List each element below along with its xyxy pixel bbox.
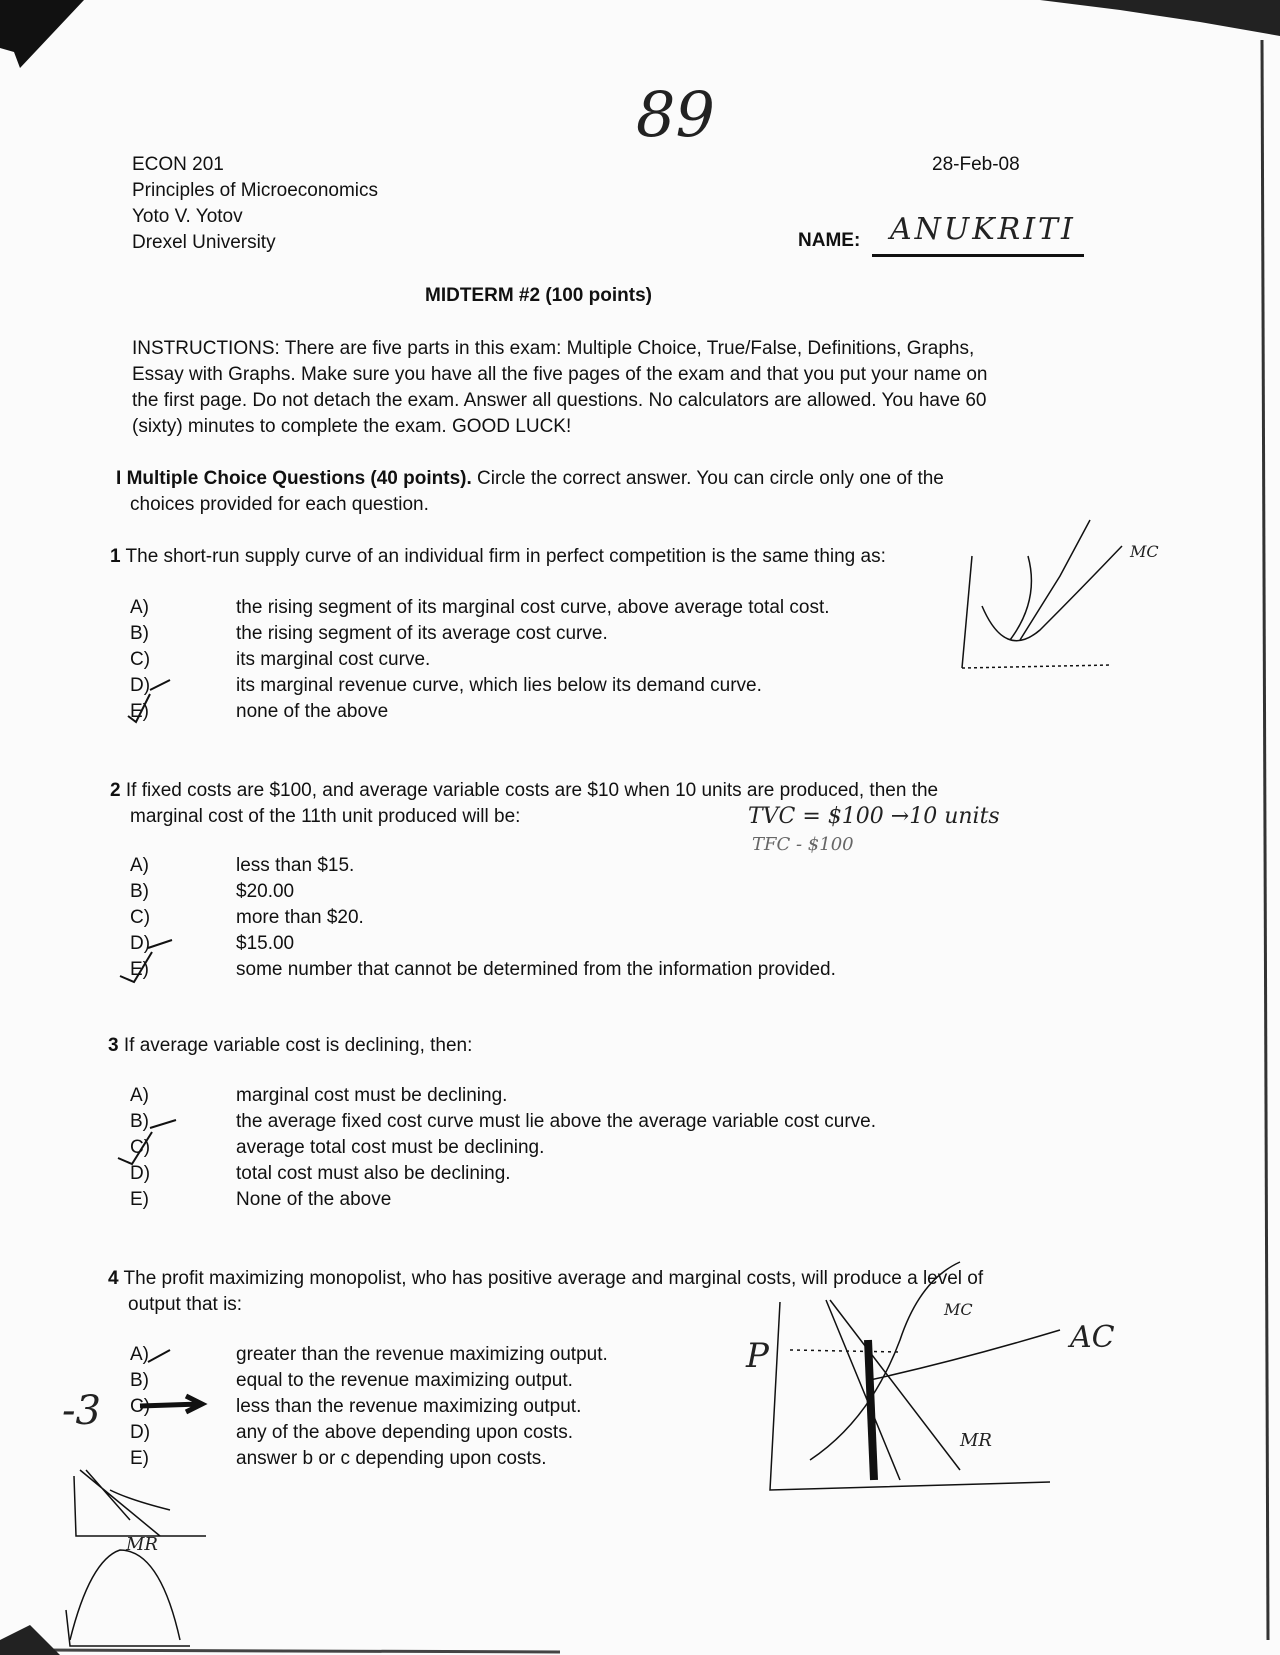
option-text: average total cost must be declining. bbox=[236, 1137, 545, 1158]
option-letter[interactable]: C) bbox=[130, 907, 151, 928]
question-text-line2: marginal cost of the 11th unit produced will be: bbox=[130, 806, 521, 827]
question-number: 2 bbox=[110, 780, 121, 801]
option-text: equal to the revenue maximizing output. bbox=[236, 1370, 573, 1391]
graph1-mc-label: MC bbox=[1130, 542, 1159, 561]
option-letter[interactable]: C) bbox=[130, 649, 151, 670]
option-letter[interactable]: C) bbox=[130, 1396, 151, 1417]
option-text: less than $15. bbox=[236, 855, 355, 876]
handwritten-tvc-note: TVC = $100 →10 units bbox=[748, 804, 1000, 829]
option-letter[interactable]: C) bbox=[130, 1137, 151, 1158]
course-title: Principles of Microeconomics bbox=[132, 180, 379, 201]
q1-cost-graph bbox=[962, 520, 1122, 668]
option-letter[interactable]: B) bbox=[130, 881, 149, 902]
option-text: the average fixed cost curve must lie above the average variable cost curve. bbox=[236, 1111, 877, 1132]
option-letter[interactable]: E) bbox=[130, 1189, 149, 1210]
university-name: Drexel University bbox=[132, 232, 276, 253]
option-text: total cost must also be declining. bbox=[236, 1163, 511, 1184]
q4-monopoly-graph bbox=[770, 1262, 1060, 1490]
option-letter[interactable]: A) bbox=[130, 597, 149, 618]
arrow-icon bbox=[140, 1396, 202, 1412]
option-text: more than $20. bbox=[236, 907, 364, 928]
check-mark-icon bbox=[118, 1120, 176, 1164]
graph2-p-label: P bbox=[746, 1336, 769, 1376]
option-letter[interactable]: A) bbox=[130, 1085, 149, 1106]
question-number: 1 bbox=[110, 546, 121, 567]
option-text: some number that cannot be determined from the information provided. bbox=[236, 959, 836, 980]
option-letter[interactable]: E) bbox=[130, 1448, 149, 1469]
option-letter[interactable]: B) bbox=[130, 1111, 149, 1132]
instructions-line: (sixty) minutes to complete the exam. GOOD LUCK! bbox=[132, 416, 572, 437]
question-text: The profit maximizing monopolist, who has positive average and marginal costs, will produce a level of bbox=[123, 1268, 984, 1289]
option-letter[interactable]: B) bbox=[130, 623, 149, 644]
option-letter[interactable]: E) bbox=[130, 701, 149, 722]
revenue-sketch-graph bbox=[66, 1470, 206, 1646]
question-text: If average variable cost is declining, then: bbox=[123, 1035, 473, 1056]
section-title: Multiple Choice Questions (40 points). bbox=[126, 468, 472, 489]
section-text-line2: choices provided for each question. bbox=[130, 494, 429, 515]
option-text: $20.00 bbox=[236, 881, 295, 902]
option-text: none of the above bbox=[236, 701, 389, 722]
option-letter[interactable]: E) bbox=[130, 959, 149, 980]
option-text: any of the above depending upon costs. bbox=[236, 1422, 573, 1443]
option-text: greater than the revenue maximizing output. bbox=[236, 1344, 608, 1365]
check-mark-icon bbox=[128, 680, 170, 722]
option-text: the rising segment of its average cost curve. bbox=[236, 623, 608, 644]
option-text: the rising segment of its marginal cost curve, above average total cost. bbox=[236, 597, 830, 618]
instructor-name: Yoto V. Yotov bbox=[132, 206, 243, 227]
check-mark-icon bbox=[120, 940, 172, 982]
graph2-mc-label: MC bbox=[944, 1300, 973, 1319]
option-letter[interactable]: B) bbox=[130, 1370, 149, 1391]
option-letter[interactable]: A) bbox=[130, 855, 149, 876]
option-letter[interactable]: D) bbox=[130, 675, 151, 696]
option-text: its marginal revenue curve, which lies below its demand curve. bbox=[236, 675, 762, 696]
option-letter[interactable]: D) bbox=[130, 1163, 151, 1184]
name-label: NAME: bbox=[798, 230, 861, 251]
check-mark-icon bbox=[148, 1350, 170, 1362]
score-mark: 89 bbox=[636, 78, 715, 151]
question-number: 4 bbox=[108, 1268, 119, 1289]
question-text: If fixed costs are $100, and average variable costs are $10 when 10 units are produced, then the bbox=[125, 780, 939, 801]
instructions-line: Essay with Graphs. Make sure you have all the five pages of the exam and that you put your name on bbox=[132, 364, 988, 385]
handwritten-tfc-note: TFC - $100 bbox=[752, 834, 854, 855]
question-number: 3 bbox=[108, 1035, 119, 1056]
option-text: $15.00 bbox=[236, 933, 295, 954]
option-text: None of the above bbox=[236, 1189, 392, 1210]
instructions-line: INSTRUCTIONS: There are five parts in this exam: Multiple Choice, True/False, Definitions, Graphs, bbox=[132, 338, 975, 359]
graph3-mr-label: MR bbox=[126, 1534, 158, 1555]
option-text: answer b or c depending upon costs. bbox=[236, 1448, 547, 1469]
option-letter[interactable]: D) bbox=[130, 933, 151, 954]
option-text: marginal cost must be declining. bbox=[236, 1085, 508, 1106]
graph2-mr-label: MR bbox=[960, 1430, 992, 1451]
exam-title: MIDTERM #2 (100 points) bbox=[425, 285, 652, 306]
option-text: its marginal cost curve. bbox=[236, 649, 431, 670]
option-text: less than the revenue maximizing output. bbox=[236, 1396, 582, 1417]
graph2-ac-label: AC bbox=[1070, 1320, 1115, 1355]
option-letter[interactable]: A) bbox=[130, 1344, 149, 1365]
student-name: ANUKRITI bbox=[890, 212, 1076, 247]
question-text-line2: output that is: bbox=[128, 1294, 243, 1315]
section-text: Circle the correct answer. You can circle only one of the bbox=[471, 468, 944, 489]
section-roman: I bbox=[116, 468, 122, 489]
course-code: ECON 201 bbox=[132, 154, 224, 175]
handwritten-deduction: -3 bbox=[62, 1388, 101, 1434]
option-letter[interactable]: D) bbox=[130, 1422, 151, 1443]
exam-date: 28-Feb-08 bbox=[932, 154, 1020, 175]
question-text: The short-run supply curve of an individual firm in perfect competition is the same thing as: bbox=[125, 546, 886, 567]
instructions-line: the first page. Do not detach the exam. Answer all questions. No calculators are allowed. You have 60 bbox=[132, 390, 987, 411]
